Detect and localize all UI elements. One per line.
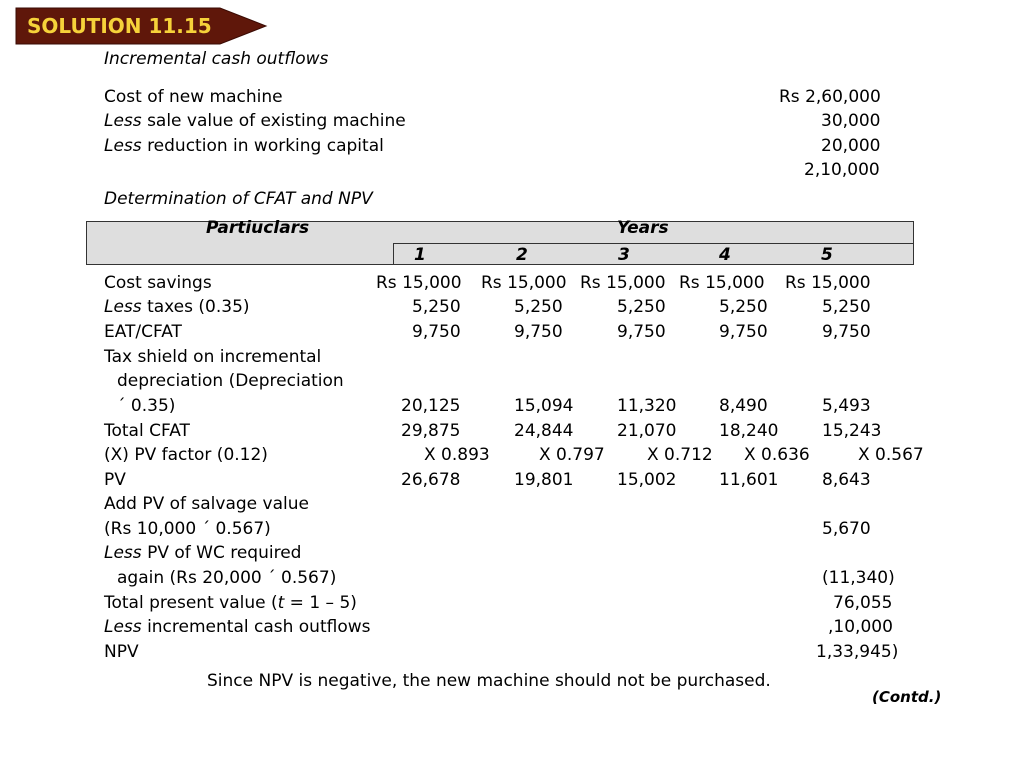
continued-note: (Contd.) — [872, 688, 942, 706]
year-1-value: Rs 15,000 — [376, 273, 462, 293]
year-2-value: 24,844 — [514, 421, 574, 441]
less-prefix: Less — [104, 136, 142, 156]
row-pv — [0, 468, 1024, 492]
year-5-value: 15,243 — [822, 421, 882, 441]
year-3-value: 15,002 — [617, 470, 677, 490]
year-1-value: 5,250 — [412, 297, 461, 317]
header-years: Years — [617, 218, 669, 238]
row-label-text: PV of WC required — [147, 543, 302, 563]
row-less-outflows — [0, 615, 1024, 639]
year-2-value: 15,094 — [514, 396, 574, 416]
year-4-value: 5,250 — [719, 297, 768, 317]
row-label: PV — [104, 470, 126, 490]
row-label: Cost savings — [104, 273, 212, 293]
year-2-value: X 0.797 — [539, 445, 605, 465]
section-heading-cfat: Determination of CFAT and NPV — [104, 189, 373, 209]
outflow-total: 2,10,000 — [804, 160, 880, 180]
row-label — [104, 615, 371, 639]
column-divider-line — [393, 243, 394, 264]
row-wc-line-2 — [0, 566, 1024, 590]
row-label: Tax shield on incremental — [104, 347, 322, 367]
year-3-value: Rs 15,000 — [580, 273, 666, 293]
year-1-value: 26,678 — [401, 470, 461, 490]
outflow-label — [104, 134, 384, 158]
row-label-text: Total present value ( — [104, 593, 278, 613]
year-number-1: 1 — [414, 245, 426, 265]
row-eat-cfat — [0, 320, 1024, 344]
year-2-value: 19,801 — [514, 470, 574, 490]
year-3-value: 5,250 — [617, 297, 666, 317]
year-2-value: 9,750 — [514, 322, 563, 342]
year-1-value: X 0.893 — [424, 445, 490, 465]
year-3-value: X 0.712 — [647, 445, 713, 465]
row-cost-savings — [0, 271, 1024, 295]
row-label: Add PV of salvage value — [104, 494, 309, 514]
year-4-value: 18,240 — [719, 421, 779, 441]
outflow-label — [104, 109, 406, 133]
table-header — [86, 218, 914, 265]
row-label: NPV — [104, 642, 139, 662]
year-4-value: 11,601 — [719, 470, 779, 490]
conclusion-text: Since NPV is negative, the new machine should not be purchased. — [207, 671, 771, 691]
year-5-value: 8,643 — [822, 470, 871, 490]
row-label-variable: t — [277, 593, 285, 613]
row-label-text: = 1 – 5) — [284, 593, 357, 613]
year-number-3: 3 — [618, 245, 630, 265]
year-4-value: Rs 15,000 — [679, 273, 765, 293]
row-label: again (Rs 20,000 ´ 0.567) — [117, 568, 337, 588]
row-label — [104, 541, 301, 565]
section-heading-outflows: Incremental cash outflows — [104, 49, 329, 69]
row-total-cfat — [0, 419, 1024, 443]
year-5-value: 5,250 — [822, 297, 871, 317]
year-5-value: ,10,000 — [828, 617, 893, 637]
year-2-value: 5,250 — [514, 297, 563, 317]
row-npv — [0, 640, 1024, 664]
row-pv-factor — [0, 443, 1024, 467]
outflow-amount: Rs 2,60,000 — [779, 87, 881, 107]
solution-banner — [0, 0, 280, 52]
row-label — [104, 591, 357, 615]
year-5-value: (11,340) — [822, 568, 895, 588]
year-2-value: Rs 15,000 — [481, 273, 567, 293]
row-label: Total CFAT — [104, 421, 190, 441]
less-prefix: Less — [104, 297, 142, 317]
row-total-present-value — [0, 591, 1024, 615]
row-label-text: taxes (0.35) — [147, 297, 250, 317]
row-label: (Rs 10,000 ´ 0.567) — [104, 519, 271, 539]
row-tax-shield-line-1 — [0, 345, 1024, 369]
year-4-value: 9,750 — [719, 322, 768, 342]
outflow-row-working-capital — [0, 134, 1024, 158]
less-prefix: Less — [104, 617, 142, 637]
year-5-value: 1,33,945) — [816, 642, 899, 662]
outflow-total-row — [0, 158, 1024, 182]
outflow-amount: 30,000 — [821, 111, 881, 131]
row-less-taxes — [0, 295, 1024, 319]
solution-title: SOLUTION 11.15 — [27, 14, 212, 38]
outflow-label: Cost of new machine — [104, 87, 283, 107]
year-5-value: 76,055 — [833, 593, 893, 613]
row-label: ´ 0.35) — [117, 396, 176, 416]
outflow-row-sale-value — [0, 109, 1024, 133]
year-5-value: 5,493 — [822, 396, 871, 416]
year-3-value: 9,750 — [617, 322, 666, 342]
year-1-value: 9,750 — [412, 322, 461, 342]
row-salvage-line-2 — [0, 517, 1024, 541]
row-salvage-line-1 — [0, 492, 1024, 516]
year-number-5: 5 — [821, 245, 833, 265]
year-4-value: 8,490 — [719, 396, 768, 416]
year-3-value: 11,320 — [617, 396, 677, 416]
header-particulars: Partiuclars — [206, 218, 310, 238]
year-5-value: 5,670 — [822, 519, 871, 539]
year-3-value: 21,070 — [617, 421, 677, 441]
year-5-value: Rs 15,000 — [785, 273, 871, 293]
year-number-4: 4 — [719, 245, 731, 265]
row-tax-shield-values — [0, 394, 1024, 418]
row-label: (X) PV factor (0.12) — [104, 445, 268, 465]
outflow-row-cost-new-machine — [0, 85, 1024, 109]
year-1-value: 29,875 — [401, 421, 461, 441]
years-divider-line — [393, 243, 913, 244]
less-prefix: Less — [104, 111, 142, 131]
year-5-value: 9,750 — [822, 322, 871, 342]
outflow-label-text: reduction in working capital — [147, 136, 384, 156]
year-5-value: X 0.567 — [858, 445, 924, 465]
row-label: EAT/CFAT — [104, 322, 182, 342]
year-1-value: 20,125 — [401, 396, 461, 416]
row-label — [104, 295, 250, 319]
less-prefix: Less — [104, 543, 142, 563]
row-wc-line-1 — [0, 541, 1024, 565]
year-number-2: 2 — [516, 245, 528, 265]
row-label: depreciation (Depreciation — [117, 371, 344, 391]
outflow-label-text: sale value of existing machine — [147, 111, 406, 131]
row-label-text: incremental cash outflows — [147, 617, 371, 637]
outflow-amount: 20,000 — [821, 136, 881, 156]
row-tax-shield-line-2 — [0, 369, 1024, 393]
year-4-value: X 0.636 — [744, 445, 810, 465]
